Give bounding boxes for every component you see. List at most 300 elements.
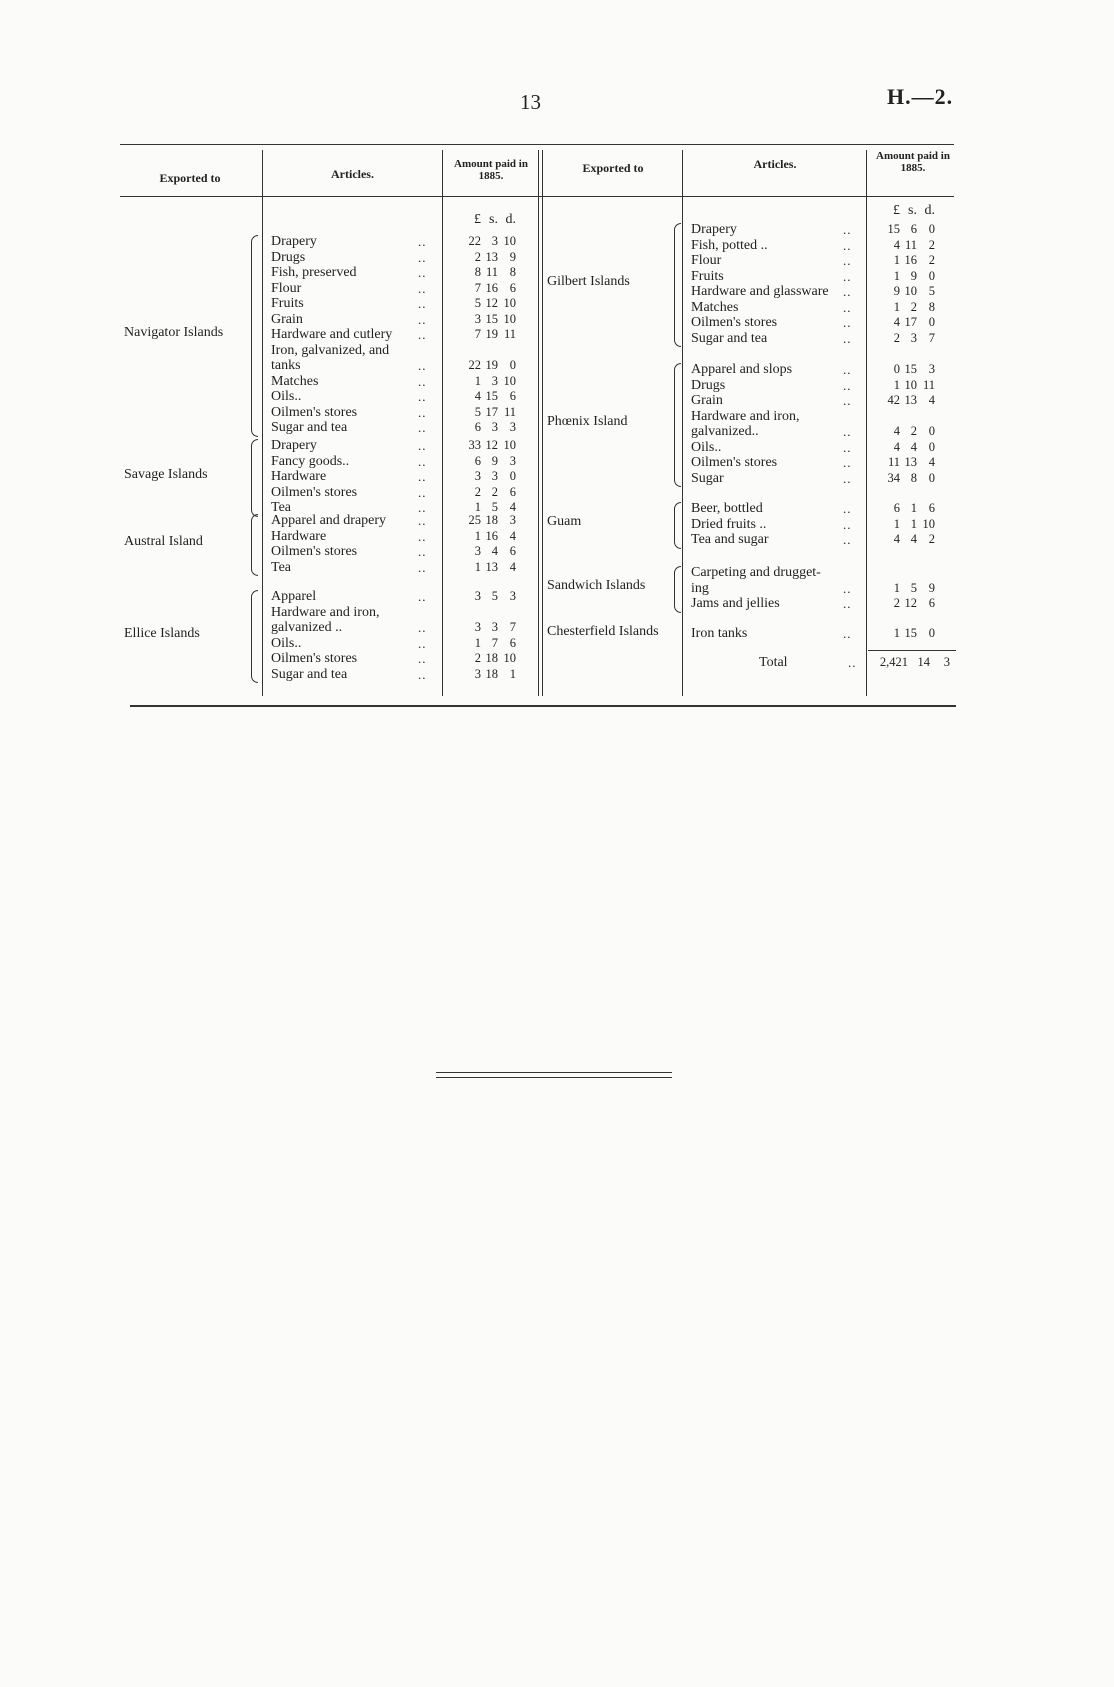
region-guam: Guam — [547, 514, 582, 530]
article-label: Oilmen's stores — [691, 455, 778, 470]
currency-heading-right — [875, 203, 935, 219]
article-label: ing — [691, 580, 709, 596]
group-brace — [674, 223, 681, 347]
article-label: Sugar — [691, 470, 724, 486]
page-number: 13 — [520, 90, 541, 114]
amount-value — [456, 405, 516, 421]
amount-shillings: 12 — [485, 296, 498, 310]
header-exported-to: Exported to — [159, 171, 221, 185]
header-amount: Amount paid in 1885. — [454, 158, 528, 182]
article-label: Hardware — [271, 528, 327, 544]
amount-pounds: 1 — [893, 516, 900, 531]
amount-value — [875, 253, 935, 269]
amount-value — [456, 265, 516, 281]
article-label: Matches — [691, 299, 739, 315]
amount-pence: 6 — [509, 484, 516, 499]
header-exported-to-right: Exported to — [582, 161, 644, 175]
amount-value — [456, 374, 516, 390]
dot-leader: .. — [418, 265, 427, 280]
amount-shillings: 15 — [904, 626, 917, 640]
amount-value — [456, 358, 516, 374]
amount-pence: 0 — [928, 222, 935, 236]
column-divider — [542, 150, 543, 696]
dot-leader: .. — [843, 626, 852, 641]
amount-pounds: 3 — [474, 469, 481, 483]
amount-shillings: 9 — [910, 268, 917, 283]
column-divider — [538, 150, 539, 696]
amount-value — [456, 589, 516, 605]
table-top-rule — [120, 144, 954, 145]
article-label: Drapery — [271, 438, 317, 453]
dot-leader: .. — [418, 249, 427, 265]
amount-pounds: 1 — [893, 377, 900, 392]
article-label: Drugs — [691, 377, 726, 393]
amount-value — [875, 315, 935, 331]
article-label: Hardware and cutlery — [271, 327, 393, 342]
amount-pence: 0 — [928, 439, 935, 454]
amount-value — [875, 581, 935, 597]
header-amount-right: Amount paid in 1885. — [876, 150, 950, 174]
region-austral-island: Austral Island — [124, 534, 203, 549]
amount-value — [456, 296, 516, 312]
article-label: Iron tanks — [691, 626, 748, 641]
amount-pence: 0 — [928, 424, 935, 438]
amount-value — [875, 596, 935, 612]
amount-value — [875, 362, 935, 378]
article-label: Beer, bottled — [691, 501, 763, 516]
dot-leader: .. — [843, 532, 852, 547]
amount-value — [875, 284, 935, 300]
article-label: Hardware and iron, — [691, 408, 800, 424]
amount-shillings: 16 — [904, 253, 917, 267]
amount-shillings: 17 — [904, 315, 917, 329]
dot-leader: .. — [418, 453, 427, 469]
article-label: Sugar and tea — [271, 666, 348, 682]
group-brace — [251, 235, 258, 437]
amount-shillings: 3 — [491, 420, 498, 434]
amount-value — [875, 626, 935, 642]
total-rule — [868, 650, 956, 651]
group-brace — [251, 514, 258, 576]
amount-value — [875, 501, 935, 517]
amount-pence: 10 — [503, 651, 516, 665]
end-rule — [436, 1072, 672, 1073]
article-label: Oilmen's stores — [271, 404, 358, 420]
amount-shillings: 13 — [485, 249, 498, 264]
amount-value — [456, 281, 516, 297]
amount-shillings: 16 — [485, 280, 498, 295]
amount-pounds: 1 — [893, 253, 900, 267]
dot-leader: .. — [843, 393, 852, 408]
amount-value — [875, 517, 935, 533]
amount-shillings: 1 — [910, 501, 917, 515]
amount-pence: 2 — [928, 532, 935, 546]
amount-pence: 0 — [928, 315, 935, 329]
amount-value — [456, 454, 516, 470]
amount-shillings: 7 — [491, 635, 498, 650]
amount-pence: 0 — [509, 358, 516, 372]
amount-shillings: 2 — [910, 299, 917, 314]
article-label: Fish, potted .. — [691, 237, 768, 253]
amount-pence: 10 — [503, 438, 516, 452]
end-rule — [436, 1077, 672, 1078]
article-label: Fancy goods.. — [271, 453, 350, 469]
amount-value — [456, 485, 516, 501]
amount-pence: 10 — [922, 516, 935, 531]
amount-pence: 10 — [503, 296, 516, 310]
amount-pence: 6 — [509, 544, 516, 558]
group-brace — [674, 363, 681, 487]
amount-shillings: 3 — [491, 620, 498, 634]
amount-shillings: 2 — [491, 484, 498, 499]
amount-shillings: 10 — [904, 284, 917, 298]
amount-value — [456, 234, 516, 250]
total-pence: 3 — [943, 655, 950, 669]
article-label: Carpeting and drugget- — [691, 565, 821, 580]
amount-pence: 9 — [509, 249, 516, 264]
article-label: Fruits — [691, 268, 724, 284]
amount-pence: 0 — [928, 626, 935, 640]
article-label: Sugar and tea — [271, 420, 348, 435]
dot-leader: .. — [843, 237, 852, 253]
region-ellice-islands: Ellice Islands — [124, 625, 200, 641]
dot-leader: .. — [843, 596, 852, 611]
dot-leader: .. — [843, 362, 852, 377]
amount-pounds: 3 — [474, 544, 481, 558]
amount-pounds: 4 — [893, 237, 900, 252]
dot-leader: .. — [418, 484, 427, 500]
group-brace — [251, 439, 258, 517]
article-label: Grain — [691, 393, 723, 408]
dot-leader: .. — [418, 327, 427, 342]
dot-leader: .. — [843, 253, 852, 268]
amount-pence: 4 — [928, 393, 935, 407]
amount-shillings: 18 — [485, 513, 498, 527]
article-label: Apparel and drapery — [271, 513, 387, 528]
amount-pounds: 25 — [468, 513, 481, 527]
amount-pounds: 9 — [893, 284, 900, 298]
region-sandwich-islands: Sandwich Islands — [547, 578, 646, 594]
amount-pence: 8 — [928, 299, 935, 314]
amount-shillings: 3 — [910, 330, 917, 345]
group-brace — [674, 502, 681, 549]
amount-pence: 7 — [928, 330, 935, 345]
amount-shillings: 3 — [491, 373, 498, 388]
dot-leader: .. — [843, 330, 852, 346]
article-label: Oils.. — [691, 439, 722, 455]
column-divider — [682, 150, 683, 696]
amount-pence: 3 — [509, 513, 516, 527]
article-label: Flour — [271, 280, 302, 296]
amount-shillings: 15 — [904, 362, 917, 376]
amount-pounds: 1 — [474, 500, 481, 514]
article-label: Fruits — [271, 296, 304, 311]
header-articles-right: Articles. — [753, 157, 797, 171]
amount-value — [456, 469, 516, 485]
amount-pence: 2 — [928, 237, 935, 252]
dot-leader: .. — [418, 358, 427, 373]
amount-pounds: 2 — [893, 596, 900, 610]
total-pounds: 2,421 — [879, 655, 908, 669]
amount-pounds: 1 — [474, 635, 481, 650]
amount-pounds: 5 — [474, 296, 481, 310]
amount-value — [875, 300, 935, 316]
amount-pence: 2 — [928, 253, 935, 267]
article-label: Hardware and glassware — [691, 284, 829, 299]
amount-value — [875, 471, 935, 487]
article-label: Oilmen's stores — [271, 651, 358, 666]
amount-pounds: 42 — [887, 393, 900, 407]
amount-shillings: 19 — [485, 327, 498, 341]
amount-shillings: 13 — [485, 559, 498, 574]
amount-shillings: 9 — [491, 453, 498, 468]
article-label: Drapery — [691, 222, 737, 237]
amount-pence: 0 — [928, 470, 935, 485]
amount-value — [456, 438, 516, 454]
amount-value — [875, 532, 935, 548]
amount-pounds: 22 — [468, 234, 481, 248]
amount-shillings: 5 — [910, 580, 917, 595]
amount-shillings: 2 — [910, 424, 917, 438]
dot-leader: .. — [843, 455, 852, 470]
group-brace — [674, 566, 681, 613]
amount-pounds: 11 — [887, 455, 900, 469]
amount-value — [456, 620, 516, 636]
amount-pounds: 1 — [893, 268, 900, 283]
amount-pounds: 7 — [474, 327, 481, 341]
amount-shillings: 5 — [491, 589, 498, 603]
amount-pounds: 6 — [474, 453, 481, 468]
dot-leader: .. — [418, 469, 427, 484]
amount-pounds: 5 — [474, 404, 481, 419]
amount-shillings: 3 — [491, 469, 498, 483]
document-code: H.—2. — [887, 84, 954, 109]
amount-pence: 0 — [509, 469, 516, 483]
amount-shillings: 15 — [485, 389, 498, 403]
amount-shillings: 13 — [904, 455, 917, 469]
dot-leader: .. — [418, 373, 427, 389]
amount-value — [456, 327, 516, 343]
amount-value — [456, 250, 516, 266]
amount-pence: 3 — [509, 420, 516, 434]
article-label: Iron, galvanized, and — [271, 342, 390, 358]
amount-pence: 6 — [509, 635, 516, 650]
amount-pence: 11 — [503, 327, 516, 341]
amount-value — [875, 424, 935, 440]
shilling-label: s. — [908, 203, 917, 218]
table-bottom-rule — [130, 705, 956, 707]
amount-shillings: 15 — [485, 311, 498, 326]
dot-leader: .. — [418, 528, 427, 544]
amount-pounds: 4 — [474, 389, 481, 403]
column-divider — [442, 150, 443, 696]
amount-pounds: 1 — [474, 559, 481, 574]
table-header-rule — [120, 196, 954, 197]
pound-sign: £ — [474, 212, 481, 227]
column-divider — [262, 150, 263, 696]
amount-pence: 6 — [509, 280, 516, 295]
currency-heading-left — [456, 212, 516, 228]
article-label: Flour — [691, 253, 722, 268]
amount-value — [456, 544, 516, 560]
article-label: Oils.. — [271, 389, 302, 404]
header-articles: Articles. — [331, 167, 374, 181]
amount-pounds: 8 — [474, 265, 481, 279]
amount-pounds: 7 — [474, 280, 481, 295]
amount-pounds: 1 — [893, 580, 900, 595]
dot-leader: .. — [843, 377, 852, 393]
amount-pence: 6 — [928, 501, 935, 515]
dot-leader: .. — [843, 501, 852, 516]
amount-shillings: 18 — [485, 651, 498, 665]
article-label: Oils.. — [271, 635, 302, 651]
amount-value — [456, 529, 516, 545]
article-label: Apparel and slops — [691, 362, 793, 377]
article-label: Oilmen's stores — [691, 315, 778, 330]
dot-leader: .. — [418, 513, 427, 528]
amount-pence: 10 — [503, 234, 516, 248]
amount-pounds: 3 — [474, 311, 481, 326]
amount-pence: 9 — [928, 580, 935, 595]
amount-pence: 6 — [928, 596, 935, 610]
article-label: Sugar and tea — [691, 330, 768, 346]
article-label: Matches — [271, 373, 319, 389]
article-label: tanks — [271, 358, 301, 373]
dot-leader: .. — [418, 651, 427, 666]
amount-value — [875, 378, 935, 394]
amount-shillings: 11 — [904, 237, 917, 252]
article-label: Tea — [271, 500, 292, 515]
amount-shillings: 12 — [485, 438, 498, 452]
amount-pounds: 1 — [893, 626, 900, 640]
dot-leader: .. — [418, 438, 427, 453]
dot-leader: .. — [843, 268, 852, 284]
amount-value — [456, 636, 516, 652]
amount-shillings: 5 — [491, 500, 498, 514]
pence-label: d. — [505, 212, 516, 227]
amount-pounds: 4 — [893, 439, 900, 454]
region-ph-nix-island: Phœnix Island — [547, 414, 628, 429]
amount-pounds: 4 — [893, 315, 900, 329]
dot-leader: .. — [418, 500, 427, 515]
article-label: Tea and sugar — [691, 532, 769, 547]
amount-shillings: 6 — [910, 222, 917, 236]
dot-leader: .. — [418, 620, 427, 635]
amount-pounds: 34 — [887, 470, 900, 485]
pound-sign: £ — [893, 203, 900, 218]
amount-pence: 11 — [922, 377, 935, 392]
article-label: Drapery — [271, 234, 317, 249]
dot-leader: .. — [843, 424, 852, 439]
dot-leader: .. — [843, 284, 852, 299]
amount-shillings: 17 — [485, 404, 498, 419]
amount-shillings: 1 — [910, 516, 917, 531]
amount-pounds: 0 — [893, 362, 900, 376]
region-gilbert-islands: Gilbert Islands — [547, 274, 630, 289]
dot-leader: .. — [418, 311, 427, 327]
amount-pounds: 3 — [474, 589, 481, 603]
amount-pence: 10 — [503, 373, 516, 388]
amount-value — [875, 440, 935, 456]
amount-pence: 1 — [509, 666, 516, 681]
region-chesterfield-islands: Chesterfield Islands — [547, 623, 659, 639]
article-label: Hardware — [271, 469, 327, 484]
total-label: Total — [759, 655, 788, 670]
amount-pounds: 2 — [474, 651, 481, 665]
dot-leader: .. — [418, 666, 427, 682]
amount-pence: 4 — [509, 528, 516, 543]
dot-leader: .. — [843, 299, 852, 315]
amount-value — [875, 222, 935, 238]
total-shillings: 14 — [917, 655, 930, 669]
total-leader: .. — [848, 655, 857, 670]
amount-pounds: 2 — [893, 330, 900, 345]
article-label: galvanized.. — [691, 424, 759, 439]
article-label: Apparel — [271, 589, 317, 604]
amount-pence: 3 — [509, 453, 516, 468]
amount-shillings: 10 — [904, 377, 917, 392]
amount-pounds: 4 — [893, 532, 900, 546]
amount-value — [456, 389, 516, 405]
dot-leader: .. — [843, 222, 852, 237]
amount-shillings: 4 — [910, 532, 917, 546]
amount-pounds: 3 — [474, 620, 481, 634]
dot-leader: .. — [843, 439, 852, 455]
group-brace — [251, 590, 258, 683]
dot-leader: .. — [418, 559, 427, 575]
amount-value — [875, 269, 935, 285]
amount-value — [456, 420, 516, 436]
amount-value — [456, 667, 516, 683]
dot-leader: .. — [418, 420, 427, 435]
amount-pence: 3 — [928, 362, 935, 376]
amount-shillings: 18 — [485, 666, 498, 681]
region-navigator-islands: Navigator Islands — [124, 324, 224, 340]
amount-pounds: 6 — [474, 420, 481, 434]
dot-leader: .. — [843, 315, 852, 330]
article-label: Hardware and iron, — [271, 604, 380, 620]
article-label: Grain — [271, 311, 303, 327]
amount-pence: 4 — [509, 500, 516, 514]
article-label: Oilmen's stores — [271, 484, 358, 500]
region-savage-islands: Savage Islands — [124, 466, 208, 482]
amount-pence: 8 — [509, 265, 516, 279]
amount-pounds: 1 — [474, 373, 481, 388]
dot-leader: .. — [418, 234, 427, 249]
amount-pounds: 2 — [474, 249, 481, 264]
amount-shillings: 3 — [491, 234, 498, 248]
dot-leader: .. — [418, 544, 427, 559]
article-label: Dried fruits .. — [691, 516, 767, 532]
amount-pounds: 6 — [893, 501, 900, 515]
amount-pounds: 33 — [468, 438, 481, 452]
amount-shillings: 16 — [485, 528, 498, 543]
amount-pounds: 2 — [474, 484, 481, 499]
dot-leader: .. — [843, 580, 852, 596]
amount-value — [456, 560, 516, 576]
dot-leader: .. — [418, 404, 427, 420]
dot-leader: .. — [418, 280, 427, 296]
amount-pounds: 4 — [893, 424, 900, 438]
amount-shillings: 4 — [910, 439, 917, 454]
amount-value — [456, 513, 516, 529]
amount-pounds: 1 — [893, 299, 900, 314]
amount-value — [875, 238, 935, 254]
amount-pence: 3 — [509, 589, 516, 603]
amount-pence: 4 — [928, 455, 935, 469]
amount-pence: 7 — [509, 620, 516, 634]
amount-shillings: 4 — [491, 544, 498, 558]
